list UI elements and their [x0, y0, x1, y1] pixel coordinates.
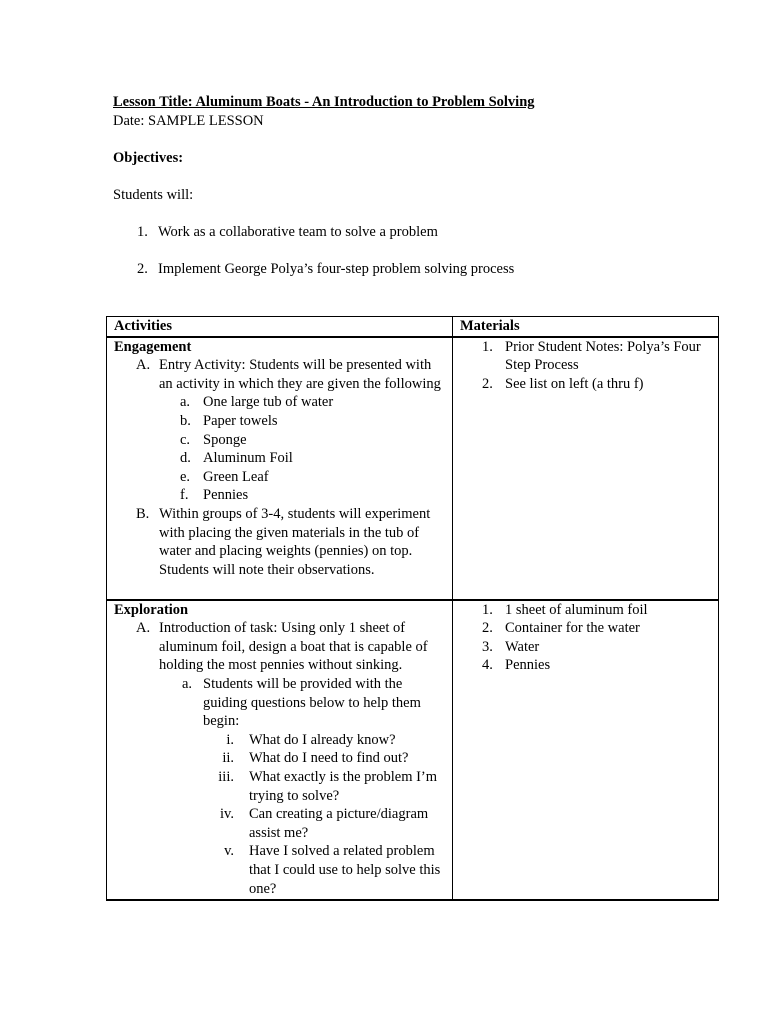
- table-row-engagement: [107, 337, 719, 600]
- list-item: B. Within groups of 3-4, students will experiment with placing the given materials in the tub of water and placing weights (pennies) on top. Students will note their observations.: [136, 505, 431, 578]
- list-item: v. Have I solved a related problem that I could use to help solve this one?: [224, 843, 441, 897]
- list-item: c. Sponge: [180, 431, 247, 448]
- objective-number: 2.: [137, 261, 148, 277]
- materials-header: Materials: [453, 317, 719, 337]
- objective-item: [137, 260, 514, 279]
- objectives-heading: Objectives:: [113, 150, 184, 166]
- lesson-table: [106, 316, 719, 901]
- list-item: 4. Pennies: [482, 657, 551, 674]
- list-item: iii. What exactly is the problem I’m trying to solve?: [218, 768, 438, 804]
- list-item: b. Paper towels: [180, 412, 278, 429]
- list-item: iv. Can creating a picture/diagram assist me?: [220, 806, 429, 841]
- list-item: 2. See list on left (a thru f): [482, 375, 644, 392]
- list-item: f. Pennies: [180, 487, 249, 504]
- objective-text: Implement George Polya’s four-step problem solving process: [158, 261, 515, 277]
- list-item: 3. Water: [482, 638, 540, 655]
- list-item: ii. What do I need to find out?: [222, 750, 409, 767]
- list-item: d. Aluminum Foil: [180, 450, 293, 467]
- exploration-heading: Exploration: [114, 601, 189, 618]
- list-item: i. What do I already know?: [226, 731, 396, 748]
- table-header-row: [107, 317, 719, 337]
- engagement-activities-cell: [107, 337, 453, 600]
- list-item: 1. 1 sheet of aluminum foil: [482, 601, 648, 618]
- list-item: a. One large tub of water: [180, 394, 334, 411]
- objective-item: [137, 223, 438, 242]
- list-item: e. Green Leaf: [180, 468, 269, 485]
- engagement-heading: Engagement: [114, 338, 192, 355]
- exploration-activities-cell: [107, 600, 453, 900]
- lesson-date: Date: SAMPLE LESSON: [113, 113, 264, 129]
- table-row-exploration: [107, 600, 719, 900]
- objective-number: 1.: [137, 224, 148, 240]
- list-item: 2. Container for the water: [482, 620, 640, 637]
- lesson-title: Lesson Title: Aluminum Boats - An Introduction to Problem Solving: [113, 94, 535, 110]
- engagement-materials-cell: [453, 337, 719, 600]
- activities-header: Activities: [107, 317, 453, 337]
- list-item: a. Students will be provided with the guiding questions below to help them begin:: [182, 675, 421, 730]
- list-item: A. Introduction of task: Using only 1 sheet of aluminum foil, design a boat that is capable of holding the most pennies without sinking.: [136, 620, 428, 674]
- students-will-label: Students will:: [113, 187, 194, 203]
- list-item: 1. Prior Student Notes: Polya’s Four Step Process: [482, 338, 701, 374]
- exploration-materials-cell: [453, 600, 719, 900]
- objective-text: Work as a collaborative team to solve a problem: [158, 224, 438, 240]
- list-item: A. Entry Activity: Students will be presented with an activity in which they are given the following: [136, 357, 441, 392]
